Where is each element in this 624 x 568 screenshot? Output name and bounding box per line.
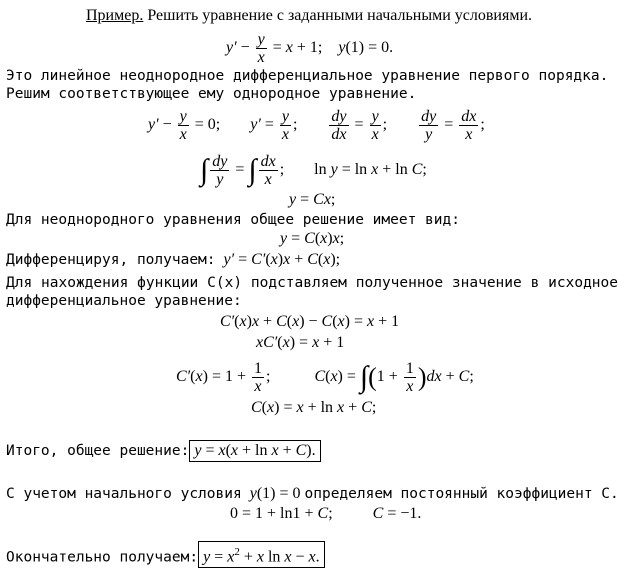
example-title [86,6,532,26]
integral-equations: ∫ $\frac{dy}{y}$ = ∫ $\frac{dx}{x}$ ; ln y = ln x + ln C; [200,152,427,188]
c-result-equation: C(x) = x + ln x + C; [251,399,377,416]
paragraph-general-answer: Итого, общее решение: [6,443,190,459]
given-equation: y′ − $\frac{y}{x}$ = x + 1; y(1) = 0. [226,30,394,66]
paragraph-initial-a: С учетом начального условия [6,486,242,502]
paragraph-substitute: Для нахождения функции C(x) подставляем полученное значение в исходное [6,275,618,291]
paragraph-substitute-cont: дифференциальное уравнение: [6,293,242,309]
substitution-equation: C′(x)x + C(x) − C(x) = x + 1 [220,313,400,330]
general-form-equation: y = C(x)x; [280,230,345,247]
paragraph-differentiate: Дифференцируя, получаем: [6,252,216,268]
paragraph-final: Окончательно получаем: [6,549,199,566]
example-label: Пример. [86,7,144,24]
final-answer-box: $y = x^2 + x$ ln x − x. [198,541,325,568]
constant-equation: 0 = 1 + ln1 + C; C = −1. [230,505,422,522]
paragraph-initial-b: определяем постоянный коэффициент С. [304,486,619,502]
example-task: Решить уравнение с заданными начальными условиями. [147,7,533,24]
general-answer-box: y = x(x + ln x + C). [189,440,320,462]
paragraph-linear: Это линейное неоднородное дифференциальное уравнение первого порядка. [6,68,609,84]
initial-condition-line: С учетом начального условия y(1) = 0 определяем постоянный коэффициент С. [6,485,619,502]
derivative-line: Дифференцируя, получаем: y′ = C′(x)x + C(x); [6,251,341,268]
homogeneous-equations: y′ − $\frac{y}{x}$ = 0; y′ = $\frac{y}{x}$ ; $\frac{dy}{dx}$ = $\frac{y}{x}$ ; $\frac{dy}{y}$ = $\frac{dx}{x}$ ; [148,107,485,143]
homogeneous-solution: y = Cx; [289,191,336,208]
paragraph-homogeneous: Решим соответствующее ему однородное уравнение. [6,86,417,102]
paragraph-general-form: Для неоднородного уравнения общее решение имеет вид: [6,212,460,228]
general-answer-line [6,440,321,462]
simplified-equation: xC′(x) = x + 1 [256,334,345,351]
final-answer-line [6,541,325,568]
c-equations: C′(x) = 1 + $\frac{1}{x}$ ; C(x) = ∫(1 + $\frac{1}{x}$ )dx + C; [176,359,474,395]
